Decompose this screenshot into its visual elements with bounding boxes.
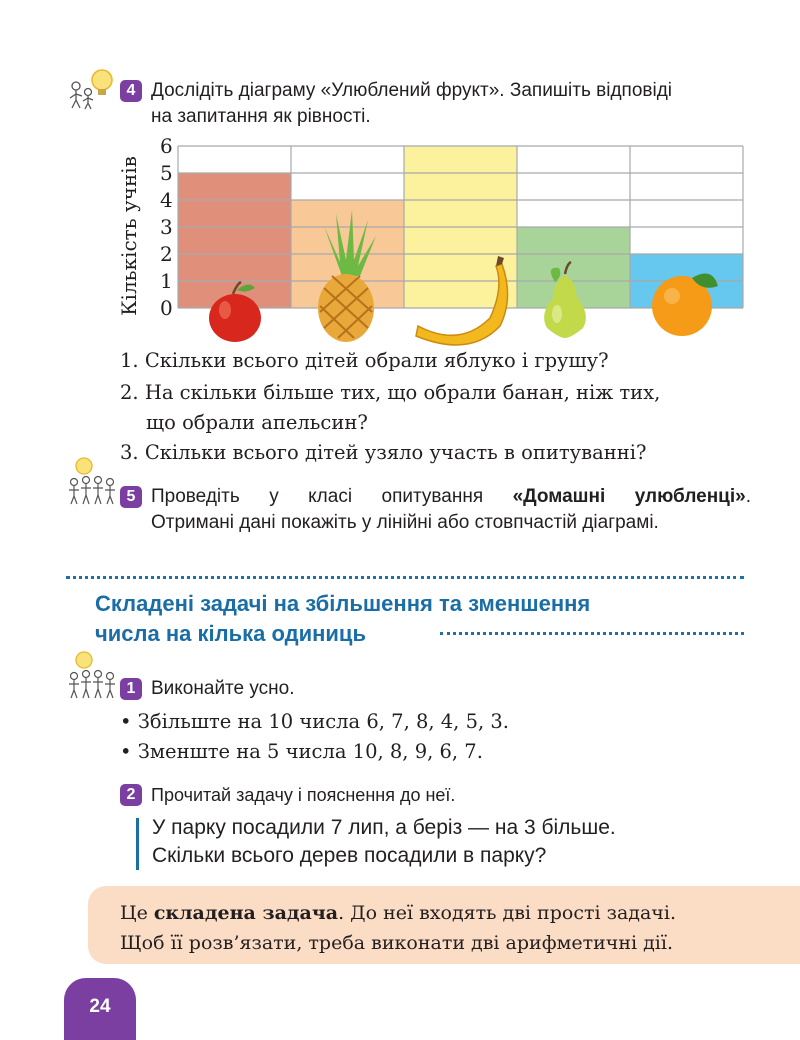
task-1-instruction: Виконайте усно. xyxy=(151,678,295,699)
problem-text-line2: Скільки всього дерев посадили в парку? xyxy=(152,844,547,867)
task-4-instruction-line2: на запитання як рівності. xyxy=(151,106,371,127)
task-number-badge: 5 xyxy=(120,486,142,508)
y-tick-label: 1 xyxy=(160,269,173,293)
chart-y-axis-label: Кількість учнів xyxy=(117,156,141,316)
y-tick-label: 3 xyxy=(160,215,173,239)
problem-text-line1: У парку посадили 7 лип, а беріз — на 3 більше. xyxy=(152,816,616,839)
group-of-children-icon xyxy=(66,650,118,702)
rule-line2: Щоб її розв’язати, треба виконати дві арифметичні дії. xyxy=(120,932,673,954)
task-number-badge: 2 xyxy=(120,784,142,806)
y-tick-label: 0 xyxy=(160,296,173,320)
section-title-line2: числа на кілька одиниць xyxy=(95,621,366,646)
y-tick-label: 6 xyxy=(160,136,173,158)
question-3: 3. Скільки всього дітей узяло участь в опитуванні? xyxy=(120,441,647,464)
task-number-badge: 4 xyxy=(120,80,142,102)
bar-apple xyxy=(178,173,291,308)
task-2-instruction: Прочитай задачу і пояснення до неї. xyxy=(151,785,456,805)
favorite-fruit-chart xyxy=(110,136,760,348)
page-number: 24 xyxy=(64,978,136,1040)
question-1: 1. Скільки всього дітей обрали яблуко і грушу? xyxy=(120,349,609,372)
task-5-instruction-line2: Отримані дані покажіть у лінійні або стовпчастій діаграмі. xyxy=(151,512,659,533)
list-item: • Зменште на 5 числа 10, 8, 9, 6, 7. xyxy=(120,740,483,763)
question-2: 2. На скільки більше тих, що обрали банан, ніж тих, xyxy=(120,381,661,404)
task-4-instruction-line1: Дослідіть діаграму «Улюблений фрукт». Запишіть відповіді xyxy=(151,80,673,101)
task-number-badge: 1 xyxy=(120,678,142,700)
section-divider-bottom xyxy=(440,632,744,635)
y-tick-label: 2 xyxy=(160,242,173,266)
rule-line1: Це складена задача. До неї входять дві прості задачі. xyxy=(120,902,676,924)
y-tick-label: 5 xyxy=(160,161,173,185)
problem-quote-bar xyxy=(136,818,139,870)
section-divider-top xyxy=(66,576,744,579)
y-tick-label: 4 xyxy=(160,188,173,212)
task-5-instruction-line1: Проведіть у класі опитування «Домашні улюбленці». xyxy=(151,486,751,507)
list-item: • Збільште на 10 числа 6, 7, 8, 4, 5, 3. xyxy=(120,710,509,733)
group-of-children-icon xyxy=(66,456,118,508)
rule-info-box xyxy=(88,886,800,964)
lightbulb-explorer-icon xyxy=(66,66,118,110)
section-title-line1: Складені задачі на збільшення та зменшення xyxy=(95,591,591,616)
question-2-continued: що обрали апельсин? xyxy=(146,411,368,434)
